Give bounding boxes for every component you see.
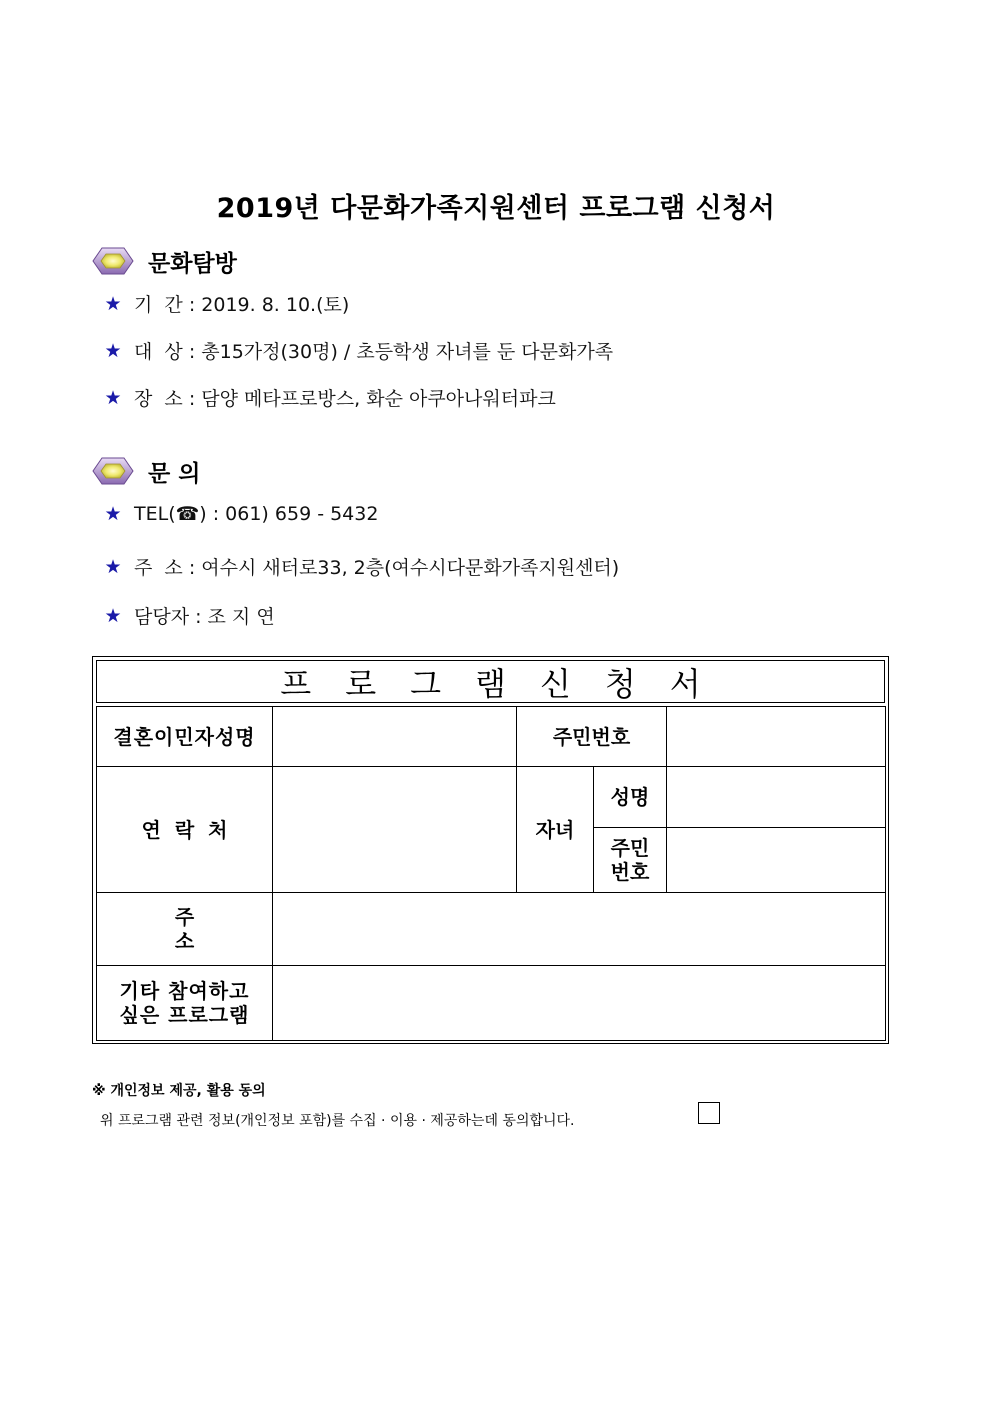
list-item xyxy=(104,337,613,364)
section-heading: 문 의 xyxy=(148,460,201,487)
place-text: 장 소 : 담양 메타프로방스, 화순 아쿠아나워터파크 xyxy=(134,388,556,410)
form-title: 프로그램신청서 xyxy=(96,660,885,703)
section-culture-tour xyxy=(92,245,237,277)
list-item xyxy=(104,384,556,411)
star-icon: ★ xyxy=(104,292,122,315)
label-child-name: 성명 xyxy=(594,767,667,828)
form-table xyxy=(96,706,886,1041)
manager-text: 담당자 : 조 지 연 xyxy=(134,606,275,628)
consent-title: ※ 개인정보 제공, 활용 동의 xyxy=(92,1083,266,1099)
consent-checkbox[interactable] xyxy=(698,1102,720,1124)
list-item xyxy=(104,503,378,525)
application-form xyxy=(92,656,889,1044)
label-child: 자녀 xyxy=(517,767,594,893)
star-icon: ★ xyxy=(104,503,122,525)
resident-number-field[interactable] xyxy=(667,707,886,767)
other-programs-field[interactable] xyxy=(273,966,886,1041)
hexagon-gem-icon xyxy=(92,247,134,275)
page-title: 2019년 다문화가족지원센터 프로그램 신청서 xyxy=(216,193,776,224)
section-inquiry xyxy=(92,455,200,487)
tel-text: TEL(☎) : 061) 659 - 5432 xyxy=(134,503,379,525)
label-address: 주소 xyxy=(97,893,273,966)
star-icon: ★ xyxy=(104,386,122,409)
label-line: 싶은 프로그램 xyxy=(119,1003,250,1027)
star-icon: ★ xyxy=(104,339,122,362)
label-child-resident-number xyxy=(594,828,667,893)
address-text: 주 소 : 여수시 새터로33, 2층(여수시다문화가족지원센터) xyxy=(134,557,620,579)
label-line: 주민 xyxy=(610,836,650,860)
consent-text: 위 프로그램 관련 정보(개인정보 포함)를 수집 · 이용 · 제공하는데 동의합니다. xyxy=(100,1113,575,1129)
applicant-name-field[interactable] xyxy=(273,707,517,767)
label-line: 번호 xyxy=(610,860,650,884)
label-line: 기타 참여하고 xyxy=(119,979,250,1003)
list-item xyxy=(104,290,349,317)
label-contact: 연락처 xyxy=(97,767,273,893)
child-name-field[interactable] xyxy=(667,767,886,828)
label-other-programs xyxy=(97,966,273,1041)
child-resident-number-field[interactable] xyxy=(667,828,886,893)
hexagon-gem-icon xyxy=(92,457,134,485)
address-field[interactable] xyxy=(273,893,886,966)
list-item xyxy=(104,553,619,580)
period-text: 기 간 : 2019. 8. 10.(토) xyxy=(134,294,350,316)
star-icon: ★ xyxy=(104,555,122,578)
star-icon: ★ xyxy=(104,604,122,627)
section-heading: 문화탐방 xyxy=(148,250,237,277)
target-text: 대 상 : 총15가정(30명) / 초등학생 자녀를 둔 다문화가족 xyxy=(134,341,614,363)
list-item xyxy=(104,602,275,629)
contact-field[interactable] xyxy=(273,767,517,893)
label-resident-number: 주민번호 xyxy=(517,707,667,767)
label-applicant-name: 결혼이민자성명 xyxy=(97,707,273,767)
